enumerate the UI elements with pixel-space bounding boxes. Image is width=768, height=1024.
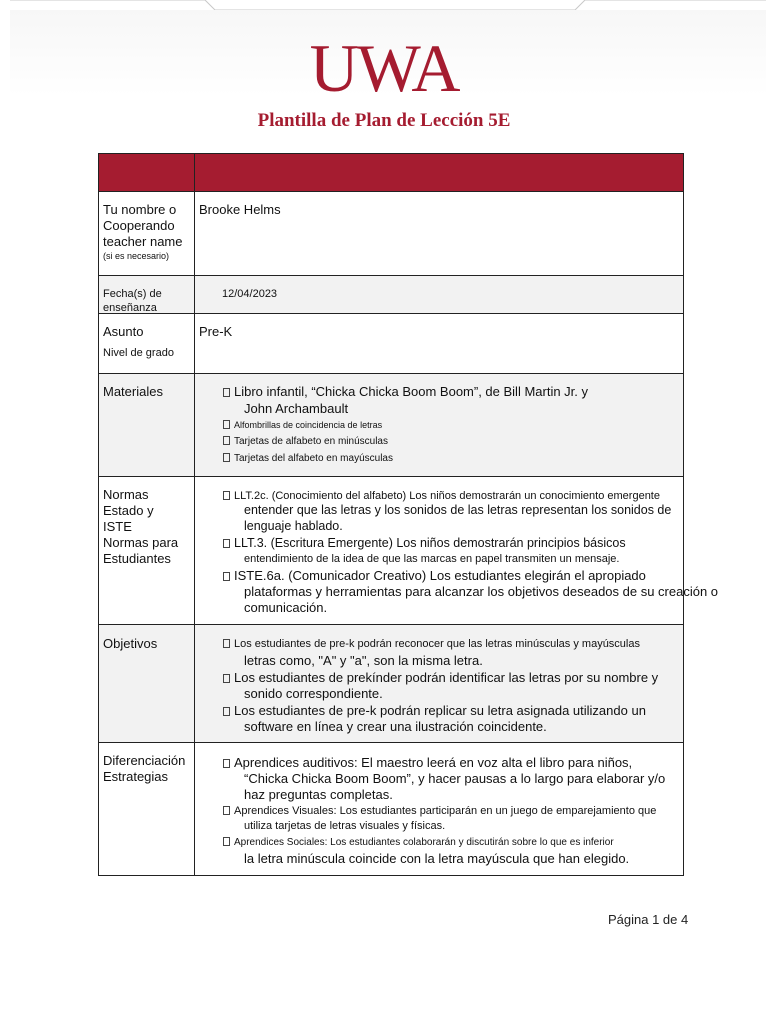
objectives-item: Los estudiantes de pre-k podrán reconocer que las letras minúsculas y mayúsculas: [223, 637, 640, 651]
standards-item: LLT.2c. (Conocimiento del alfabeto) Los niños demostrarán un conocimiento emergente: [223, 489, 660, 503]
page-title: Plantilla de Plan de Lección 5E: [257, 110, 511, 131]
column-divider: [194, 192, 195, 275]
column-divider: [194, 625, 195, 742]
subject-value: Pre-K: [199, 324, 233, 339]
objectives-item-continuation: letras como, "A" y "a", son la misma letra.: [244, 653, 483, 668]
checkbox-glyph-icon: [223, 837, 230, 846]
checkbox-glyph-icon: [223, 707, 230, 716]
label-note: (si es necesario): [103, 251, 170, 261]
standards-item-continuation: plataformas y herramientas para alcanzar los objetivos deseados de su creación o: [244, 584, 719, 599]
differentiation-item-continuation: la letra minúscula coincide con la letra mayúscula que han elegido.: [244, 851, 630, 866]
materials-label: Materiales: [103, 384, 163, 399]
row-differentiation: [99, 743, 683, 875]
column-divider: [194, 314, 195, 373]
label-line: teacher name: [103, 234, 183, 249]
checkbox-glyph-icon: [223, 639, 230, 648]
label-line: Estado y: [103, 503, 154, 518]
label-line: Tu nombre o: [103, 202, 177, 217]
checkbox-glyph-icon: [223, 759, 230, 768]
label-line: Cooperando: [103, 218, 175, 233]
label-line: Estudiantes: [103, 551, 171, 566]
label-line: Normas: [103, 487, 149, 502]
objectives-item-continuation: software en línea y crear una ilustración coincidente.: [244, 719, 547, 734]
teaching-date-value: 12/04/2023: [222, 288, 278, 300]
row-subject: [99, 314, 683, 374]
teaching-date-label: Fecha(s) de enseñanza: [103, 288, 162, 314]
row-standards: [99, 477, 719, 625]
checkbox-glyph-icon: [223, 453, 230, 462]
row-objectives: [99, 625, 683, 743]
column-divider: [194, 743, 195, 875]
checkbox-glyph-icon: [223, 806, 230, 815]
checkbox-glyph-icon: [223, 674, 230, 683]
objectives-item: Los estudiantes de prekínder podrán identificar las letras por su nombre y: [223, 670, 658, 685]
differentiation-item-continuation: utiliza tarjetas de letras visuales y físicas.: [244, 820, 446, 832]
differentiation-label: [103, 753, 193, 785]
standards-item-continuation: entender que las letras y los sonidos de las letras representan los sonidos de: [244, 503, 672, 517]
label-line: ISTE: [103, 519, 132, 534]
row-teaching-date: [99, 276, 683, 314]
materials-item-continuation: John Archambault: [244, 401, 349, 416]
checkbox-glyph-icon: [223, 539, 230, 548]
teacher-name-value: Brooke Helms: [199, 202, 281, 217]
label-line: Diferenciación: [103, 753, 186, 768]
standards-item-continuation: entendimiento de la idea de que las marcas en papel transmiten un mensaje.: [244, 553, 620, 565]
lesson-plan-table: [98, 153, 719, 876]
checkbox-glyph-icon: [223, 572, 230, 581]
standards-label: [103, 487, 193, 567]
checkbox-glyph-icon: [223, 436, 230, 445]
objectives-label: Objetivos: [103, 636, 158, 651]
differentiation-item-continuation: “Chicka Chicka Boom Boom”, y hacer pausas a lo largo para elaborar y/o: [244, 771, 666, 786]
page-number: Página 1 de 4: [608, 912, 689, 927]
teacher-name-label: [103, 202, 193, 262]
subject-label: [103, 324, 193, 360]
standards-item-continuation: comunicación.: [244, 600, 328, 615]
row-teacher-name: [99, 192, 683, 276]
label-line: Normas para: [103, 535, 179, 550]
grade-level-label: Nivel de grado: [103, 347, 174, 359]
standards-item-continuation: lenguaje hablado.: [244, 519, 343, 533]
label-line: Estrategias: [103, 769, 169, 784]
column-divider: [194, 477, 195, 624]
differentiation-item-continuation: haz preguntas completas.: [244, 787, 393, 802]
materials-item: Tarjetas del alfabeto en mayúsculas: [223, 452, 393, 466]
differentiation-item: Aprendices Visuales: Los estudiantes participarán en un juego de emparejamiento que: [223, 804, 656, 818]
checkbox-glyph-icon: [223, 420, 230, 429]
checkbox-glyph-icon: [223, 491, 230, 500]
objectives-item: Los estudiantes de pre-k podrán replicar su letra asignada utilizando un: [223, 703, 646, 718]
column-divider: [194, 154, 195, 191]
row-materials: [99, 374, 683, 477]
materials-item: Alfombrillas de coincidencia de letras: [223, 419, 382, 431]
checkbox-glyph-icon: [223, 388, 230, 397]
objectives-item-continuation: sonido correspondiente.: [244, 686, 383, 701]
materials-item: Tarjetas de alfabeto en minúsculas: [223, 435, 388, 449]
top-decorative-band: [10, 0, 766, 10]
table-header-row: [99, 154, 683, 192]
standards-item: ISTE.6a. (Comunicador Creativo) Los estudiantes elegirán el apropiado: [223, 568, 646, 583]
uwa-logo: UWA: [309, 30, 459, 106]
differentiation-item: Aprendices Sociales: Los estudiantes colaborarán y discutirán sobre lo que es inferior: [223, 837, 614, 849]
standards-item: LLT.3. (Escritura Emergente) Los niños demostrarán principios básicos: [223, 536, 626, 550]
materials-item: Libro infantil, “Chicka Chicka Boom Boom”, de Bill Martin Jr. y: [223, 384, 588, 399]
label-line: Asunto: [103, 324, 144, 339]
differentiation-item: Aprendices auditivos: El maestro leerá en voz alta el libro para niños,: [223, 755, 632, 770]
column-divider: [194, 374, 195, 476]
